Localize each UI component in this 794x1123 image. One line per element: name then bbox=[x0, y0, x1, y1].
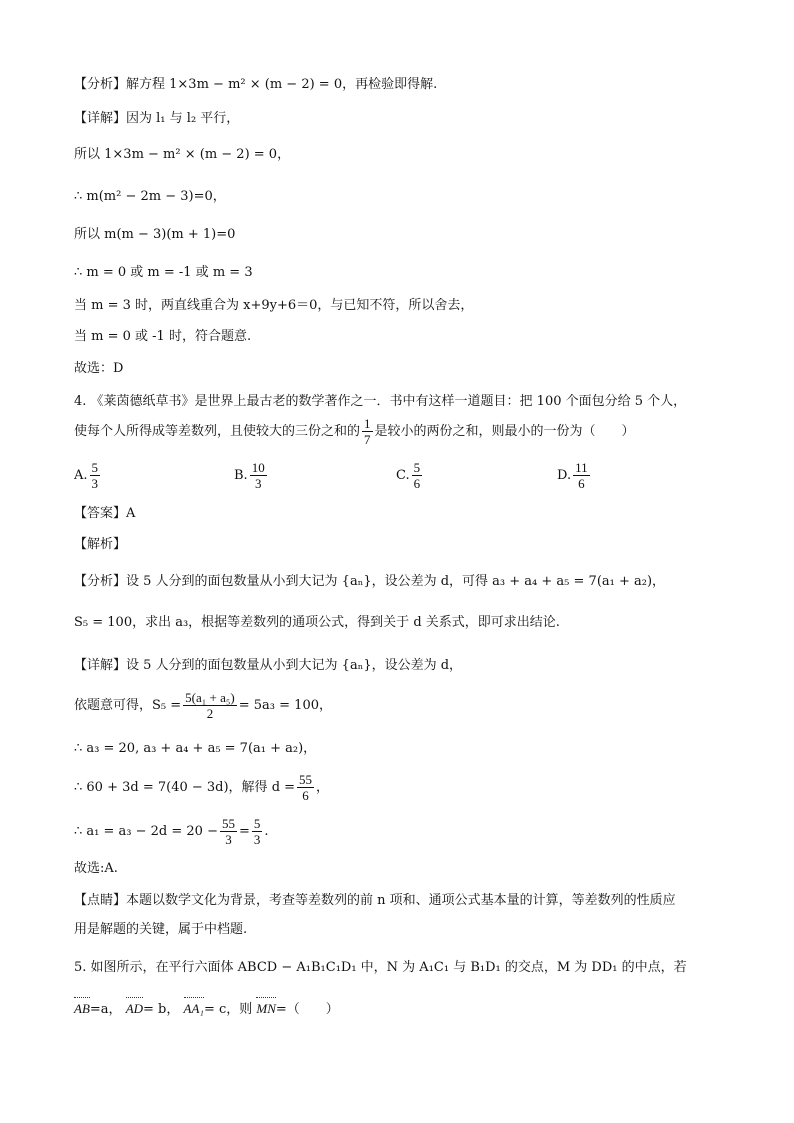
fraction-numerator: 5 bbox=[413, 460, 421, 475]
q3-detail bbox=[74, 110, 239, 128]
step1-b: = 5a₃ = 100， bbox=[238, 698, 332, 713]
step4-fraction-1 bbox=[220, 816, 237, 847]
vector-mn-eq: =（ ） bbox=[275, 1002, 339, 1017]
step3-b: ， bbox=[316, 780, 330, 795]
detail-tag: 【详解】 bbox=[74, 658, 127, 673]
fraction-numerator: 10 bbox=[251, 460, 265, 475]
q3-choice: 故选：D bbox=[74, 361, 124, 376]
analysis-tag: 【分析】 bbox=[74, 77, 127, 92]
answer-tag: 【答案】 bbox=[74, 506, 127, 521]
option-fraction bbox=[573, 460, 590, 491]
q4-comment-line2: 用是解题的关键，属于中档题. bbox=[74, 922, 248, 937]
q4-jiexi-tag bbox=[74, 536, 126, 554]
fraction-numerator: 5(a₁ + a₅) bbox=[185, 690, 235, 705]
option-a[interactable] bbox=[74, 460, 102, 491]
q3-step3: 所以 m(m − 3)(m + 1)=0 bbox=[74, 227, 236, 242]
step3-a: ∴ 60 + 3d = 7(40 − 3d)，解得 d = bbox=[74, 780, 296, 795]
answer-value: A bbox=[126, 506, 136, 521]
step4-a: ∴ a₁ = a₃ − 2d = 20 − bbox=[74, 824, 218, 839]
option-fraction bbox=[250, 460, 267, 491]
step4-b: . bbox=[264, 824, 269, 839]
vector-ad-eq: = b， bbox=[143, 1002, 180, 1017]
analysis-text: 设 5 人分到的面包数量从小到大记为 {aₙ}，设公差为 d，可得 a₃ + a₄ + a₅ = 7(a₁ + a₂)， bbox=[126, 574, 666, 589]
comment-text: 本题以数学文化为背景，考查等差数列的前 n 项和、通项公式基本量的计算，等差数列的性质应 bbox=[126, 893, 676, 908]
q3-analysis bbox=[74, 76, 437, 94]
detail-text: 设 5 人分到的面包数量从小到大记为 {aₙ}，设公差为 d， bbox=[126, 658, 463, 673]
option-letter: C. bbox=[396, 468, 410, 483]
comment-tag: 【点睛】 bbox=[74, 893, 127, 908]
option-letter: B. bbox=[234, 468, 248, 483]
q5-stem-line1: 5. 如图所示，在平行六面体 ABCD − A₁B₁C₁D₁ 中，N 为 A₁C₁ 与 B₁D₁ 的交点，M 为 DD₁ 的中点，若 bbox=[74, 960, 687, 975]
option-fraction bbox=[412, 460, 423, 491]
step1-fraction bbox=[183, 690, 237, 721]
vector-ab: AB bbox=[74, 1001, 90, 1016]
fraction-denominator: 3 bbox=[91, 476, 99, 491]
fraction-numerator: 11 bbox=[575, 460, 588, 475]
option-letter: A. bbox=[74, 468, 88, 483]
q3-step6: 当 m = 0 或 -1 时，符合题意. bbox=[74, 329, 252, 344]
q4-stem-line2-b: 是较小的两份之和，则最小的一份为（ ） bbox=[374, 424, 635, 439]
vector-aa1: AA₁ bbox=[183, 1001, 204, 1016]
fraction-denominator: 3 bbox=[225, 832, 232, 847]
fraction-numerator: 1 bbox=[364, 416, 371, 431]
q4-choice: 故选:A. bbox=[74, 861, 118, 876]
fraction-numerator: 55 bbox=[299, 772, 313, 787]
fraction-denominator: 6 bbox=[413, 476, 421, 491]
option-d[interactable] bbox=[557, 460, 592, 491]
fraction-numerator: 5 bbox=[91, 460, 99, 475]
fraction-denominator: 6 bbox=[302, 788, 309, 803]
q4-comment-line1 bbox=[74, 892, 676, 910]
jiexi-tag: 【解析】 bbox=[74, 537, 127, 552]
option-fraction bbox=[90, 460, 101, 491]
analysis-tag: 【分析】 bbox=[74, 574, 127, 589]
vector-aa1-eq: = c，则 bbox=[203, 1002, 253, 1017]
detail-tag: 【详解】 bbox=[74, 111, 127, 126]
analysis-text: 解方程 1×3m − m² × (m − 2) = 0，再检验即得解. bbox=[126, 77, 438, 92]
fraction-denominator: 3 bbox=[253, 832, 261, 847]
q4-stem-line2-a: 使每个人所得成等差数列，且使较大的三份之和的 bbox=[74, 424, 361, 439]
step4-eq: = bbox=[238, 824, 250, 839]
q4-step2: ∴ a₃ = 20, a₃ + a₄ + a₅ = 7(a₁ + a₂)， bbox=[74, 741, 317, 756]
vector-ad: AD bbox=[125, 1001, 144, 1016]
option-letter: D. bbox=[557, 468, 572, 483]
q3-step5: 当 m = 3 时，两直线重合为 x+9y+6＝0，与已知不符，所以舍去， bbox=[74, 298, 474, 313]
q4-stem-line1: 4. 《莱茵德纸草书》是世界上最古老的数学著作之一．书中有这样一道题目：把 100 个面包分给 5 个人， bbox=[74, 394, 687, 409]
q3-step4: ∴ m = 0 或 m = -1 或 m = 3 bbox=[74, 265, 253, 280]
vector-mn: MN bbox=[256, 1001, 276, 1016]
q3-step1: 所以 1×3m − m² × (m − 2) = 0， bbox=[74, 147, 291, 162]
vector-ab-eq: =a， bbox=[89, 1002, 122, 1017]
q4-answer bbox=[74, 505, 135, 523]
step3-fraction bbox=[297, 772, 314, 803]
fraction-numerator: 5 bbox=[253, 816, 261, 831]
fraction-denominator: 7 bbox=[364, 432, 371, 447]
step1-a: 依题意可得，S₅ = bbox=[74, 698, 182, 713]
q4-step3 bbox=[74, 772, 329, 803]
q4-stem-line2 bbox=[74, 416, 635, 447]
q5-stem-line2 bbox=[74, 1000, 339, 1019]
option-b[interactable] bbox=[234, 460, 269, 491]
step4-fraction-2 bbox=[252, 816, 263, 847]
q3-step2: ∴ m(m² − 2m − 3)=0， bbox=[74, 189, 226, 204]
detail-text: 因为 l₁ 与 l₂ 平行， bbox=[126, 111, 240, 126]
fraction-denominator: 2 bbox=[206, 706, 214, 721]
fraction-denominator: 3 bbox=[254, 476, 262, 491]
q4-step1 bbox=[74, 690, 332, 721]
q4-detail bbox=[74, 657, 462, 675]
q4-analysis-line2: S₅ = 100，求出 a₃，根据等差数列的通项公式，得到关于 d 关系式，即可求出结论. bbox=[74, 615, 560, 630]
option-c[interactable] bbox=[396, 460, 424, 491]
fraction-numerator: 55 bbox=[221, 816, 235, 831]
fraction-denominator: 6 bbox=[578, 476, 585, 491]
q4-stem-fraction bbox=[362, 416, 373, 447]
q4-analysis-line1 bbox=[74, 573, 665, 591]
q4-step4 bbox=[74, 816, 269, 847]
